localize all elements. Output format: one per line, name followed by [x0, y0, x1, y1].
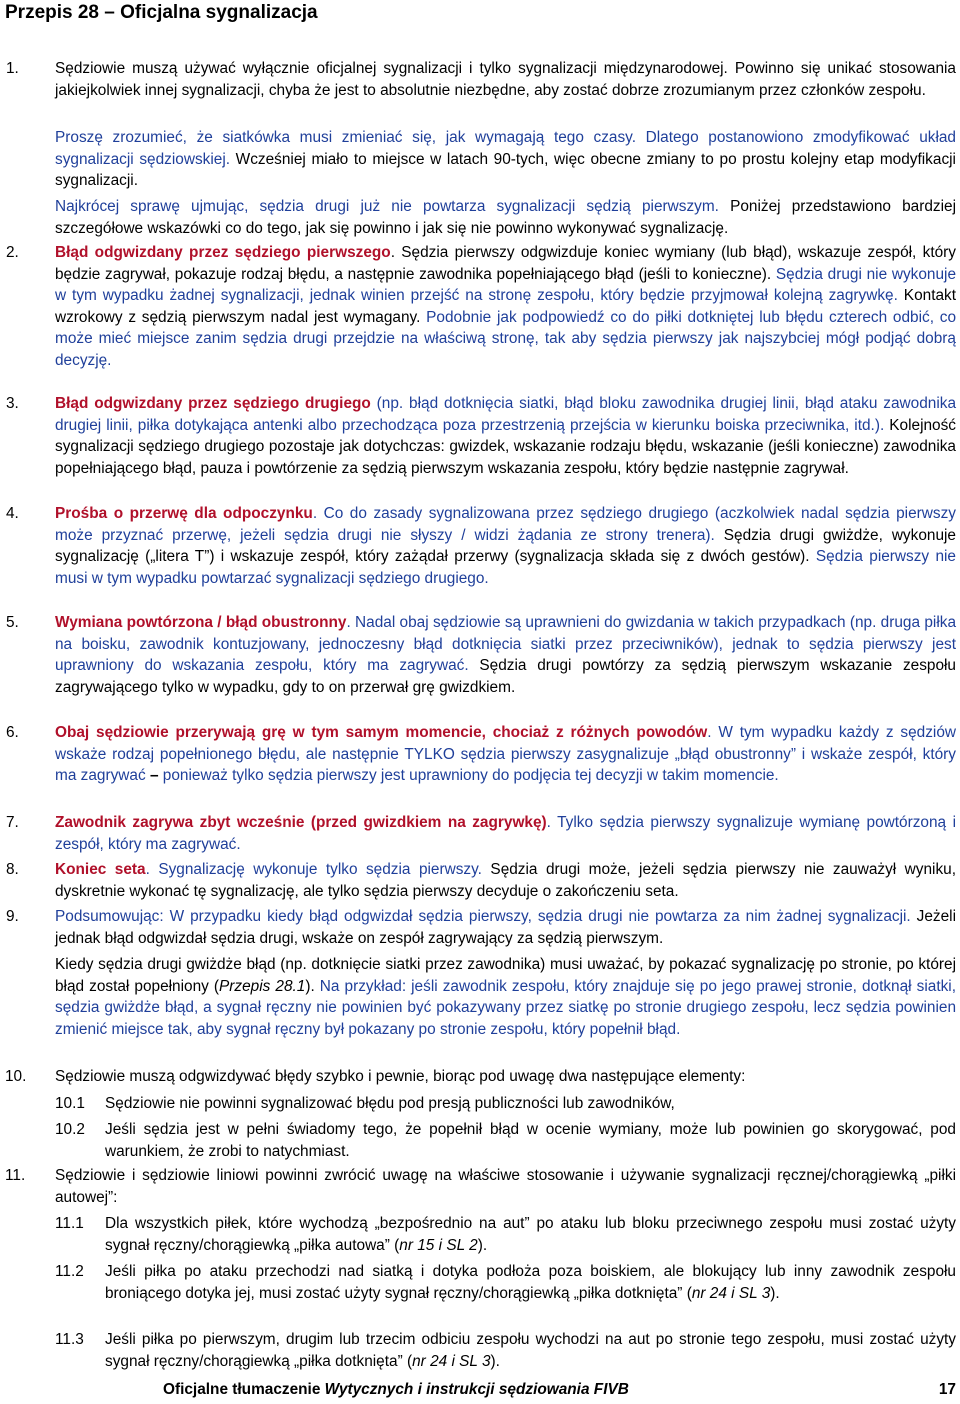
sub-item-text: Sędziowie nie powinni sygnalizować błędu pod presją publiczności lub zawodników, — [105, 1095, 675, 1112]
signal-reference: nr 15 i SL 2 — [399, 1236, 478, 1254]
sub-item-number: 10.1 — [55, 1095, 85, 1112]
footer-title: Oficjalne tłumaczenie Wytycznych i instrukcji sędziowania FIVB — [163, 1381, 629, 1398]
page-title: Przepis 28 – Oficjalna sygnalizacja — [5, 2, 318, 23]
signal-reference: nr 24 i SL 3 — [691, 1284, 771, 1302]
item-paragraph: Najkrócej sprawę ujmując, sędzia drugi już nie powtarza sygnalizacji sędzią pierwszym. Poniżej przedstawiono bardziej szczegółowe wskazówki co do tego, jak się powinno i jak się nie powinno wykonywać sygnalizację. — [55, 198, 956, 237]
item-paragraph: Sędziowie muszą używać wyłącznie oficjalnej sygnalizacji i tylko sygnalizacji międzynarodowej. Powinno się unikać stosowania jakiejkolwiek innej sygnalizacji, chyba że jest to absolutnie niezbędne, aby zostać dobrze zrozumianym przez członków zespołu. — [55, 60, 956, 99]
item-heading: Błąd odgwizdany przez sędziego pierwszego — [55, 244, 391, 261]
sub-item-10-1 — [55, 1093, 960, 1115]
item-number: 1. — [6, 60, 19, 77]
item-number: 4. — [6, 505, 19, 522]
rule-item-4 — [0, 503, 960, 589]
sub-item-10-2 — [55, 1119, 960, 1162]
item-number: 5. — [6, 614, 19, 631]
item-number: 6. — [6, 724, 19, 741]
item-paragraph: Sędziowie i sędziowie liniowi powinni zwrócić uwagę na właściwe stosowanie i używanie sygnalizacji ręcznej/chorągiewką „piłki autowej”: — [55, 1167, 956, 1206]
item-heading: Prośba o przerwę dla odpoczynku — [55, 505, 313, 522]
rule-item-6 — [0, 722, 960, 787]
item-paragraph: Proszę zrozumieć, że siatkówka musi zmieniać się, jak wymagają tego czasy. Dlatego postanowiono zmodyfikować układ sygnalizacji sędziowskiej. Wcześniej miało to miejsce w latach 90-tych, więc obecne zmiany to po prostu kolejny etap modyfikacji sygnalizacji. — [55, 129, 956, 190]
sub-item-number: 11.3 — [55, 1331, 84, 1348]
rule-item-5 — [0, 612, 960, 698]
page-number: 17 — [938, 1381, 956, 1398]
item-paragraph: Prośba o przerwę dla odpoczynku. Co do zasady sygnalizowana przez sędziego drugiego (aczkolwiek nadal sędzia pierwszy może przyznać przerwę, jeżeli sędzia drugi nie słyszy / widzi żądania ze strony trenera). Sędzia drugi gwiżdże, wykonuje sygnalizację („litera T”) i wskazuje zespół, który zażądał przerwy (sygnalizacja składa się z dwóch gestów). Sędzia pierwszy nie musi w tym wypadku powtarzać sygnalizacji sędziego drugiego. — [55, 505, 956, 587]
item-number: 11. — [5, 1167, 26, 1184]
rule-item-8 — [0, 859, 960, 902]
sub-item-11-1 — [55, 1213, 960, 1256]
sub-item-11-2 — [55, 1261, 960, 1304]
sub-item-number: 11.2 — [55, 1263, 84, 1280]
item-paragraph: Koniec seta. Sygnalizację wykonuje tylko sędzia pierwszy. Sędzia drugi może, jeżeli sędzia pierwszy nie zauważył wyniku, dyskretnie wykonać tę sygnalizację, ale tylko sędzia pierwszy decyduje o zakończeniu seta. — [55, 861, 956, 900]
rule-item-11 — [0, 1165, 960, 1208]
rule-item-1-p2 — [0, 127, 960, 192]
item-paragraph: Sędziowie muszą odgwizdywać błędy szybko i pewnie, biorąc pod uwagę dwa następujące elementy: — [55, 1068, 746, 1085]
rule-item-9 — [0, 906, 960, 949]
item-paragraph: Podsumowując: W przypadku kiedy błąd odgwizdał sędzia pierwszy, sędzia drugi nie powtarza za nim żadnej sygnalizacji. Jeżeli jednak błąd odgwizdał sędzia drugi, wskaże on zespół zagrywający za sędzią pierwszym. — [55, 908, 957, 947]
sub-item-text: Jeśli piłka po ataku przechodzi nad siatką i dotyka podłoża poza boiskiem, ale blokujący lub inny zawodnik zespołu broniącego dotyka jej, musi zostać użyty sygnał ręczny/chorągiewką „piłka dotknięta” (nr 24 i SL 3). — [105, 1263, 956, 1302]
item-heading: Koniec seta — [55, 861, 146, 878]
item-paragraph: Obaj sędziowie przerywają grę w tym samym momencie, chociaż z różnych powodów. W tym wypadku każdy z sędziów wskaże rodzaj popełnionego błędu, ale następnie TYLKO sędzia pierwszy zasygnalizuje „błąd obustronny” i wskaże zespół, który ma zagrywać – ponieważ tylko sędzia pierwszy jest uprawniony do podjęcia tej decyzji w takim momencie. — [55, 724, 956, 785]
sub-item-11-3 — [55, 1329, 960, 1372]
item-paragraph: Błąd odgwizdany przez sędziego drugiego (np. błąd dotknięcia siatki, błąd bloku zawodnika drugiej linii, błąd ataku zawodnika drugiej linii, piłka dotykająca antenki albo przechodząca poza przestrzenią przejścia w kierunku boiska przeciwnika, itd.). Kolejność sygnalizacji sędziego drugiego pozostaje jak dotychczas: gwizdek, wskazanie rodzaju błędu, wskazanie (jeśli konieczne) zawodnika popełniającego błąd, pauza i powtórzenie za sędzią pierwszym wskazania zespołu, który będzie następnie zagrywał. — [55, 395, 956, 477]
rule-item-1 — [0, 58, 960, 101]
item-number: 10. — [5, 1068, 27, 1085]
item-heading: Zawodnik zagrywa zbyt wcześnie (przed gwizdkiem na zagrywkę) — [55, 814, 547, 831]
item-paragraph: Kiedy sędzia drugi gwiżdże błąd (np. dotknięcie siatki przez zawodnika) musi uważać, by pokazać sygnalizację po stronie, po której błąd został popełniony (Przepis 28.1). Na przykład: jeśli zawodnik zespołu, który znajduje się po jego prawej stronie, dotknął siatki, sędzia gwiżdże błąd, a sygnał ręczny nie powinien być pokazywany przez siatkę po stronie drugiego zespołu, lecz sędzia powinien zmienić miejsce tak, aby sygnał ręczny był pokazany po stronie zespołu, który popełnił błąd. — [55, 956, 956, 1038]
rule-item-7 — [0, 812, 960, 855]
sub-item-number: 10.2 — [55, 1121, 85, 1138]
item-number: 3. — [6, 395, 19, 412]
item-heading: Błąd odgwizdany przez sędziego drugiego — [55, 395, 371, 412]
sub-item-number: 11.1 — [55, 1215, 84, 1232]
sub-item-text: Dla wszystkich piłek, które wychodzą „bezpośrednio na aut” po ataku lub bloku przeciwnego zespołu musi zostać użyty sygnał ręczny/chorągiewką „piłka autowa” (nr 15 i SL 2). — [105, 1215, 956, 1254]
sub-item-text: Jeśli piłka po pierwszym, drugim lub trzecim odbiciu zespołu wychodzi na aut po stronie tego zespołu, musi zostać użyty sygnał ręczny/chorągiewką „piłka dotknięta” (nr 24 i SL 3). — [105, 1331, 956, 1370]
rule-item-2 — [0, 242, 960, 372]
rule-item-10 — [0, 1066, 960, 1088]
rule-reference: Przepis 28.1 — [219, 977, 306, 995]
rule-item-1-p3 — [0, 196, 960, 239]
item-number: 9. — [6, 908, 19, 925]
item-number: 7. — [6, 814, 19, 831]
item-paragraph: Zawodnik zagrywa zbyt wcześnie (przed gwizdkiem na zagrywkę). Tylko sędzia pierwszy sygnalizuje wymianę powtórzoną i zespół, który ma zagrywać. — [55, 814, 956, 853]
sub-item-text: Jeśli sędzia jest w pełni świadomy tego, że popełnił błąd w ocenie wymiany, może lub powinien go skorygować, pod warunkiem, że zrobi to natychmiast. — [105, 1121, 956, 1160]
item-paragraph: Wymiana powtórzona / błąd obustronny. Nadal obaj sędziowie są uprawnieni do gwizdania w takich przypadkach (np. druga piłka na boisku, zawodnik kontuzjowany, jednoczesny błąd dotknięcia siatki przez przeciwników), jednak to sędzia pierwszy jest uprawniony do wskazania zespołu, który ma zagrywać. Sędzia drugi powtórzy za sędzią pierwszym wskazanie zespołu zagrywającego tylko w wypadku, gdy to on przerwał grę gwizdkiem. — [55, 614, 957, 696]
item-heading: Wymiana powtórzona / błąd obustronny — [55, 614, 347, 631]
item-number: 2. — [6, 244, 19, 261]
item-heading: Obaj sędziowie przerywają grę w tym samym momencie, chociaż z różnych powodów — [55, 724, 708, 741]
item-paragraph: Błąd odgwizdany przez sędziego pierwszego. Sędzia pierwszy odgwizduje koniec wymiany (lub błąd), wskazuje zespół, który będzie zagrywał, pokazuje rodzaj błędu, a następnie zawodnika popełniającego błąd (jeśli to konieczne). Sędzia drugi nie wykonuje w tym wypadku żadnej sygnalizacji, jednak winien przejść na stronę zespołu, który będzie przyjmował kolejną zagrywkę. Kontakt wzrokowy z sędzią pierwszym nadal jest wymagany. Podobnie jak podpowiedź co do piłki dotkniętej lub błędu czterech odbić, co może mieć miejsce zanim sędzia drugi przejdzie na właściwą stronę, tak aby sędzia pierwszy jak najszybciej mógł podjąć dobrą decyzję. — [55, 244, 957, 369]
rule-item-9-p2 — [0, 954, 960, 1040]
item-number: 8. — [6, 861, 19, 878]
rule-item-3 — [0, 393, 960, 479]
signal-reference: nr 24 i SL 3 — [412, 1352, 491, 1370]
